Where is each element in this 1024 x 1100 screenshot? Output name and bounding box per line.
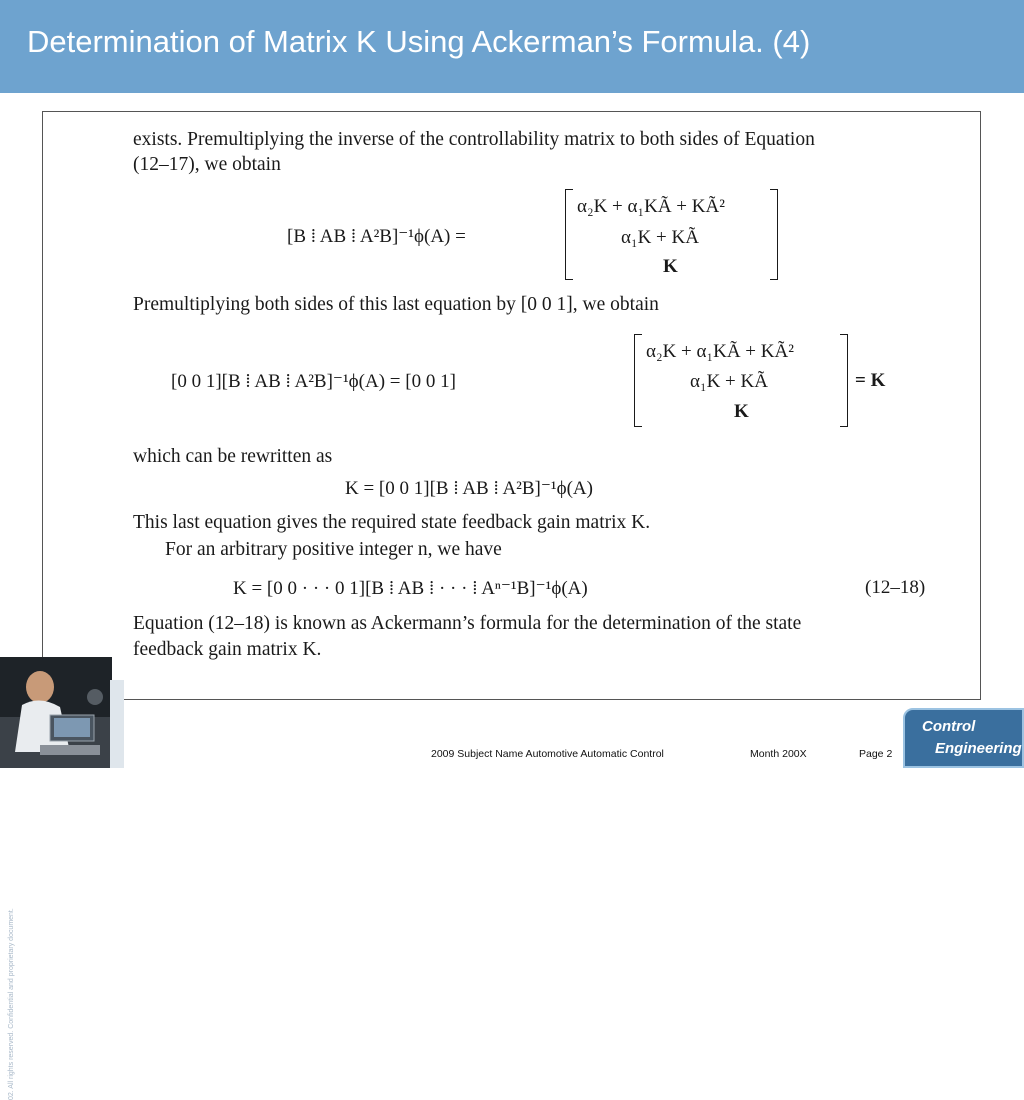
side-note: 02. All rights reserved. Confidential and proprietary document. [8, 908, 15, 1100]
matrix-1-row-2: α₁K + KÃ [621, 227, 699, 248]
matrix-2-row-2: α₁K + KÃ [690, 371, 768, 392]
text-line-6: For an arbitrary positive integer n, we have [165, 539, 502, 560]
equation-2-right: = K [855, 370, 886, 391]
logo-line-1: Control [922, 718, 976, 735]
equation-number: (12–18) [865, 577, 926, 598]
footer-month: Month 200X [750, 748, 807, 760]
text-line-7: Equation (12–18) is known as Ackermann’s formula for the determination of the state [133, 613, 802, 634]
matrix-2-row-3: K [734, 401, 749, 422]
text-line-1: exists. Premultiplying the inverse of the controllability matrix to both sides of Equation [133, 129, 815, 150]
equation-4: K = [0 0 · · · 0 1][B ⁞ AB ⁞ · · · ⁞ Aⁿ⁻¹B]⁻¹ϕ(A) [233, 578, 588, 599]
text-line-2: (12–17), we obtain [133, 154, 281, 175]
slide-title: Determination of Matrix K Using Ackerman’s Formula. (4) [27, 24, 811, 59]
equation-1-left: [B ⁞ AB ⁞ A²B]⁻¹ϕ(A) = [287, 226, 466, 247]
photo-margin [110, 680, 124, 768]
text-line-8: feedback gain matrix K. [133, 639, 322, 660]
equation-3: K = [0 0 1][B ⁞ AB ⁞ A²B]⁻¹ϕ(A) [345, 478, 593, 499]
equation-2-left: [0 0 1][B ⁞ AB ⁞ A²B]⁻¹ϕ(A) = [0 0 1] [171, 371, 456, 392]
matrix-1-right-bracket [770, 189, 778, 280]
matrix-2-left-bracket [634, 334, 642, 427]
matrix-2-row-1: α₂K + α₁KÃ + KÃ² [646, 341, 794, 362]
logo-line-2: Engineering [935, 740, 1022, 757]
text-line-4: which can be rewritten as [133, 446, 333, 467]
title-bar [0, 0, 1024, 93]
mechanic-photo [0, 657, 112, 768]
text-line-3: Premultiplying both sides of this last equation by [0 0 1], we obtain [133, 294, 659, 315]
text-line-5: This last equation gives the required state feedback gain matrix K. [133, 512, 651, 533]
matrix-1-row-3: K [663, 256, 678, 277]
footer-subject: 2009 Subject Name Automotive Automatic Control [431, 748, 664, 760]
control-engineering-logo [903, 708, 1024, 768]
matrix-1-row-1: α₂K + α₁KÃ + KÃ² [577, 196, 725, 217]
footer-page: Page 2 [859, 748, 893, 760]
matrix-2-right-bracket [840, 334, 848, 427]
scanned-page [42, 111, 981, 700]
matrix-1-left-bracket [565, 189, 573, 280]
